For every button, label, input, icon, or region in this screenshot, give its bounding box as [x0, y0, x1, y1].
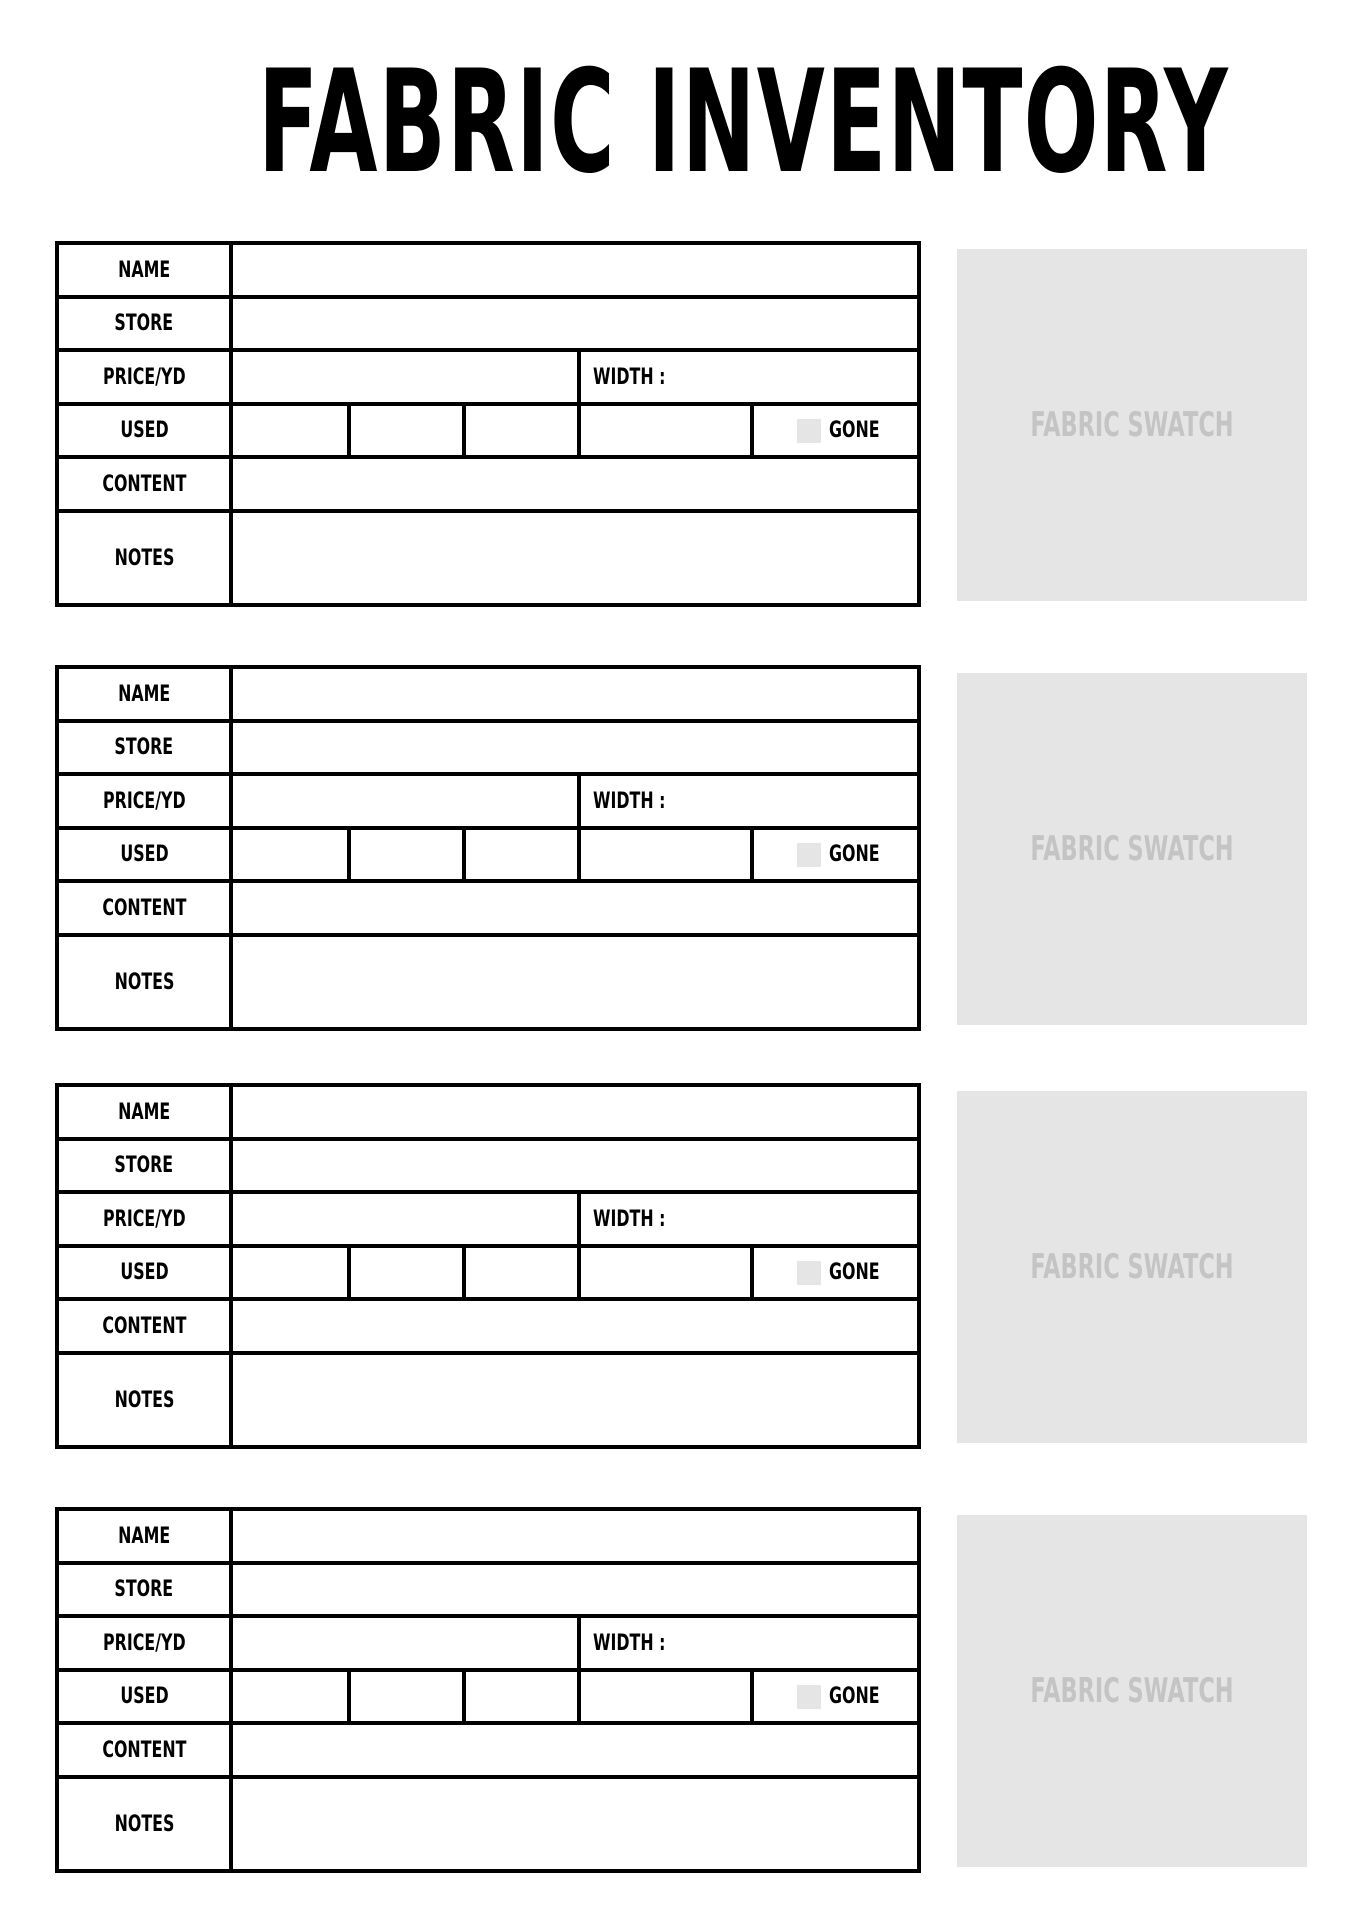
used-row	[59, 406, 917, 459]
fabric-swatch: FABRIC SWATCH	[957, 249, 1307, 601]
store-field[interactable]	[233, 1565, 917, 1614]
content-row	[59, 1725, 917, 1779]
notes-label: NOTES	[59, 1779, 233, 1869]
name-row	[59, 1511, 917, 1565]
price-label: PRICE/YD	[59, 1618, 233, 1668]
used-cell[interactable]	[351, 406, 462, 455]
notes-field[interactable]	[233, 1355, 917, 1445]
name-row	[59, 1087, 917, 1141]
gone-label: GONE	[829, 842, 880, 867]
fabric-entry-card	[55, 1507, 921, 1873]
content-row	[59, 1301, 917, 1355]
used-cell[interactable]	[233, 1672, 347, 1721]
name-label: NAME	[59, 1511, 233, 1561]
price-row	[59, 1194, 917, 1248]
used-cell[interactable]	[581, 1672, 750, 1721]
store-label: STORE	[59, 1565, 233, 1614]
used-cell[interactable]	[351, 830, 462, 879]
used-label: USED	[59, 406, 233, 455]
width-label: WIDTH :	[593, 788, 666, 814]
name-row	[59, 669, 917, 723]
name-field[interactable]	[233, 1511, 917, 1561]
page-title: FABRIC INVENTORY	[258, 40, 1229, 205]
store-label: STORE	[59, 723, 233, 772]
fabric-entry-card	[55, 665, 921, 1031]
gone-label: GONE	[829, 1684, 880, 1709]
fabric-swatch: FABRIC SWATCH	[957, 1091, 1307, 1443]
fabric-entry-card	[55, 1083, 921, 1449]
store-row	[59, 1141, 917, 1194]
price-row	[59, 1618, 917, 1672]
store-label: STORE	[59, 299, 233, 348]
notes-label: NOTES	[59, 937, 233, 1027]
name-field[interactable]	[233, 669, 917, 719]
notes-row	[59, 1779, 917, 1869]
price-row	[59, 776, 917, 830]
width-field[interactable]	[659, 1194, 917, 1244]
gone-checkbox[interactable]	[797, 1261, 821, 1285]
used-label: USED	[59, 1248, 233, 1297]
store-label: STORE	[59, 1141, 233, 1190]
price-field[interactable]	[233, 776, 577, 826]
used-cell[interactable]	[581, 830, 750, 879]
notes-field[interactable]	[233, 937, 917, 1027]
price-label: PRICE/YD	[59, 352, 233, 402]
gone-label: GONE	[829, 1260, 880, 1285]
fabric-entry-card	[55, 241, 921, 607]
used-label: USED	[59, 830, 233, 879]
price-field[interactable]	[233, 352, 577, 402]
content-row	[59, 459, 917, 513]
used-cell[interactable]	[466, 1672, 577, 1721]
store-row	[59, 1565, 917, 1618]
used-cell[interactable]	[466, 1248, 577, 1297]
used-row	[59, 830, 917, 883]
fabric-swatch: FABRIC SWATCH	[957, 673, 1307, 1025]
notes-row	[59, 937, 917, 1027]
store-row	[59, 299, 917, 352]
content-field[interactable]	[233, 883, 917, 933]
name-label: NAME	[59, 1087, 233, 1137]
store-field[interactable]	[233, 1141, 917, 1190]
used-cell[interactable]	[581, 1248, 750, 1297]
content-label: CONTENT	[59, 1301, 233, 1351]
used-row	[59, 1672, 917, 1725]
fabric-swatch: FABRIC SWATCH	[957, 1515, 1307, 1867]
store-field[interactable]	[233, 723, 917, 772]
notes-label: NOTES	[59, 1355, 233, 1445]
gone-label: GONE	[829, 418, 880, 443]
used-cell[interactable]	[233, 1248, 347, 1297]
width-field[interactable]	[659, 352, 917, 402]
name-row	[59, 245, 917, 299]
content-label: CONTENT	[59, 883, 233, 933]
notes-label: NOTES	[59, 513, 233, 603]
store-field[interactable]	[233, 299, 917, 348]
gone-checkbox[interactable]	[797, 419, 821, 443]
used-cell[interactable]	[351, 1672, 462, 1721]
used-cell[interactable]	[466, 830, 577, 879]
notes-field[interactable]	[233, 1779, 917, 1869]
name-field[interactable]	[233, 245, 917, 295]
content-label: CONTENT	[59, 459, 233, 509]
price-field[interactable]	[233, 1618, 577, 1668]
used-cell[interactable]	[466, 406, 577, 455]
name-label: NAME	[59, 669, 233, 719]
content-field[interactable]	[233, 1725, 917, 1775]
used-cell[interactable]	[581, 406, 750, 455]
store-row	[59, 723, 917, 776]
content-row	[59, 883, 917, 937]
used-row	[59, 1248, 917, 1301]
notes-row	[59, 1355, 917, 1445]
content-field[interactable]	[233, 459, 917, 509]
notes-field[interactable]	[233, 513, 917, 603]
width-label: WIDTH :	[593, 1206, 666, 1232]
used-cell[interactable]	[233, 406, 347, 455]
name-label: NAME	[59, 245, 233, 295]
used-cell[interactable]	[233, 830, 347, 879]
content-field[interactable]	[233, 1301, 917, 1351]
gone-checkbox[interactable]	[797, 1685, 821, 1709]
width-label: WIDTH :	[593, 364, 666, 390]
price-label: PRICE/YD	[59, 1194, 233, 1244]
price-label: PRICE/YD	[59, 776, 233, 826]
price-field[interactable]	[233, 1194, 577, 1244]
notes-row	[59, 513, 917, 603]
width-field[interactable]	[659, 776, 917, 826]
used-label: USED	[59, 1672, 233, 1721]
width-field[interactable]	[659, 1618, 917, 1668]
name-field[interactable]	[233, 1087, 917, 1137]
width-label: WIDTH :	[593, 1630, 666, 1656]
content-label: CONTENT	[59, 1725, 233, 1775]
gone-checkbox[interactable]	[797, 843, 821, 867]
used-cell[interactable]	[351, 1248, 462, 1297]
price-row	[59, 352, 917, 406]
